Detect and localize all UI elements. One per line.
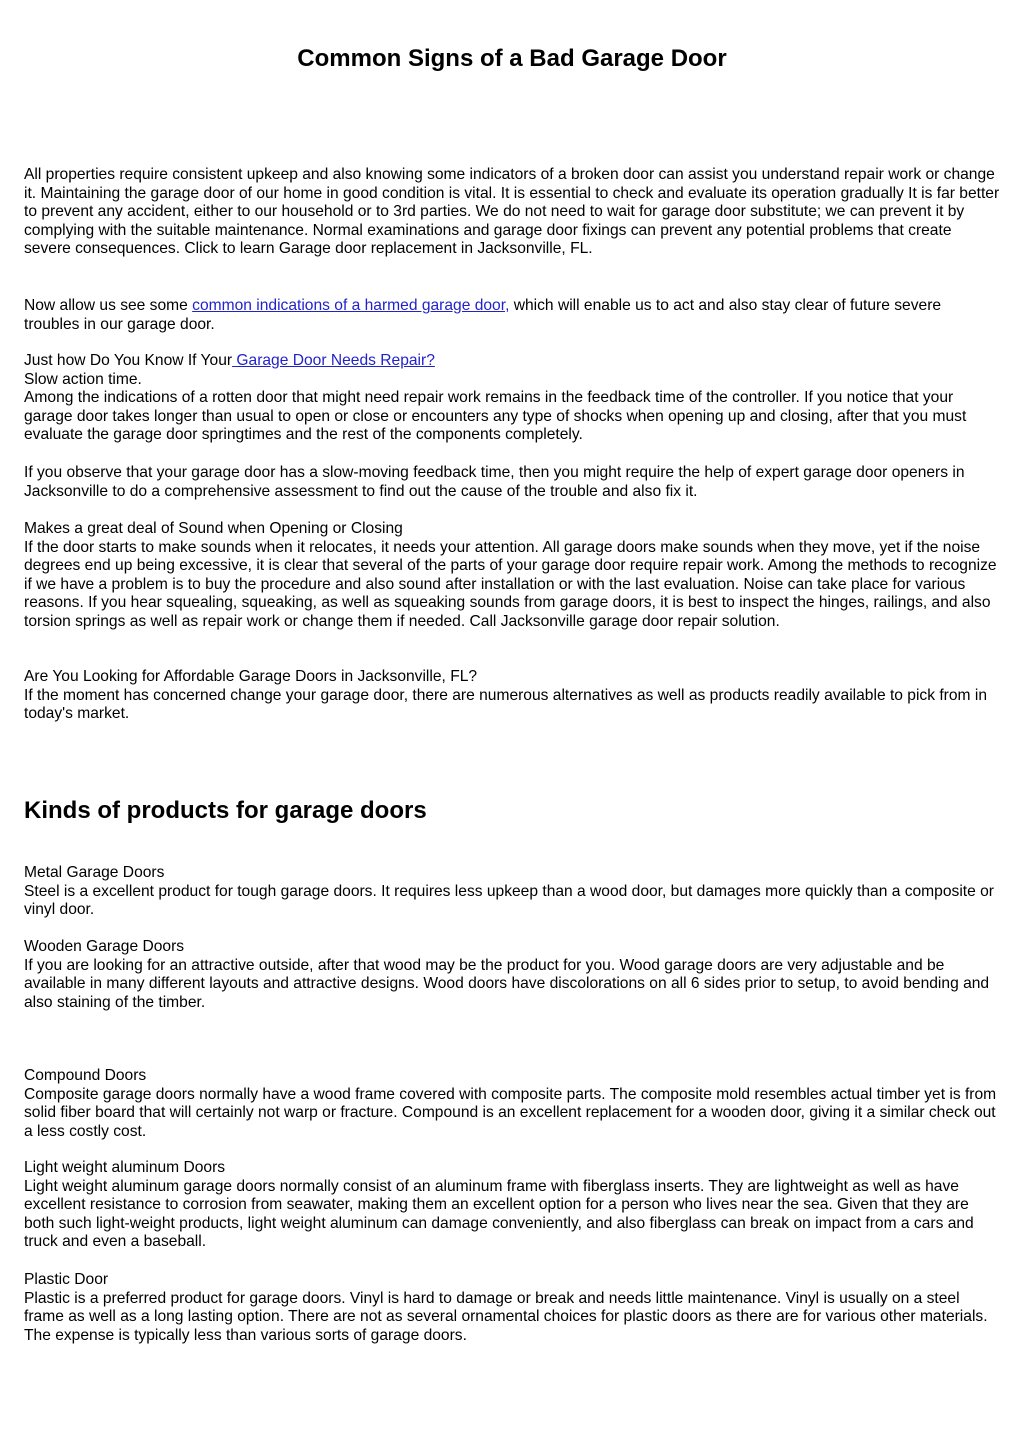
product-name: Light weight aluminum Doors bbox=[24, 1159, 226, 1176]
product-description: Plastic is a preferred product for garage doors. Vinyl is hard to damage or break and needs little maintenance. Vinyl is usually on a steel frame as well as a long lasting option. There are not as several ornamental choices for plastic doors as there are for various other materials. The expense is typically less than various sorts of garage doors. bbox=[24, 1289, 988, 1344]
page-title: Common Signs of a Bad Garage Door bbox=[297, 45, 727, 72]
garage-door-needs-repair-link[interactable]: Garage Door Needs Repair? bbox=[232, 352, 435, 369]
product-compound bbox=[24, 1067, 1000, 1141]
indications-paragraph bbox=[24, 297, 1000, 334]
sound-section bbox=[24, 520, 1000, 632]
common-indications-link[interactable]: common indications of a harmed garage door, bbox=[192, 297, 510, 314]
repair-body: Among the indications of a rotten door that might need repair work remains in the feedback time of the controller. If you notice that your garage door takes longer than usual to open or close or encounters any type of shocks when opening up and closing, after that you must evaluate the garage door springtimes and the rest of the components completely. bbox=[24, 389, 967, 444]
affordable-section bbox=[24, 668, 1000, 724]
indications-text bbox=[24, 297, 1000, 334]
product-description: Light weight aluminum garage doors normally consist of an aluminum frame with fiberglass inserts. They are lightweight as well as have excellent resistance to corrosion from seawater, making them an excellent option for a person who lives near the sea. Given that they are both such light-weight products, light weight aluminum can damage conveniently, and also fiberglass can break on impact from a cars and truck and even a baseball. bbox=[24, 1177, 974, 1251]
slow-response-paragraph bbox=[24, 464, 1000, 501]
sound-heading: Makes a great deal of Sound when Opening or Closing bbox=[24, 520, 403, 537]
affordable-body: If the moment has concerned change your garage door, there are numerous alternatives as well as products readily available to pick from in today's market. bbox=[24, 686, 988, 723]
indications-text-after: which will enable us to act and also stay clear of future severe troubles in our garage door. bbox=[24, 297, 942, 333]
slow-action-subheading: Slow action time. bbox=[24, 370, 142, 388]
products-heading: Kinds of products for garage doors bbox=[24, 797, 427, 824]
product-description: If you are looking for an attractive outside, after that wood may be the product for you. Wood garage doors are very adjustable and be available in many different layouts and attractive designs. Wood doors have discolorations on all 6 sides prior to setup, to avoid bending and also staining of the timber. bbox=[24, 956, 990, 1011]
repair-heading bbox=[24, 352, 1000, 371]
repair-section bbox=[24, 352, 1000, 445]
product-name: Metal Garage Doors bbox=[24, 864, 165, 881]
repair-heading-text: Just how Do You Know If Your bbox=[24, 352, 233, 369]
slow-response-text: If you observe that your garage door has a slow-moving feedback time, then you might require the help of expert garage door openers in Jacksonville to do a comprehensive assessment to find out the cause of the trouble and also fix it. bbox=[24, 464, 965, 500]
product-aluminum bbox=[24, 1159, 1000, 1252]
product-metal bbox=[24, 864, 1000, 920]
affordable-heading: Are You Looking for Affordable Garage Doors in Jacksonville, FL? bbox=[24, 668, 478, 685]
product-name: Wooden Garage Doors bbox=[24, 938, 185, 955]
product-name: Plastic Door bbox=[24, 1271, 109, 1288]
intro-text: All properties require consistent upkeep and also knowing some indicators of a broken door can assist you understand repair work or change it. Maintaining the garage door of our home in good condition is vital. It is essential to check and evaluate its operation gradually It is far better to prevent any accident, either to our household or to 3rd parties. We do not need to wait for garage door substitute; we can prevent it by complying with the suitable maintenance. Normal examinations and garage door fixings can prevent any potential problems that create severe consequences. Click to learn Garage door replacement in Jacksonville, FL. bbox=[24, 166, 1000, 258]
sound-body: If the door starts to make sounds when it relocates, it needs your attention. All garage doors make sounds when they move, yet if the noise degrees end up being excessive, it is clear that several of the parts of your garage door require repair work. Among the methods to recognize if we have a problem is to buy the procedure and also sound after installation or with the last evaluation. Noise can take place for various reasons. If you hear squealing, squeaking, as well as squeaking sounds from garage doors, it is best to inspect the hinges, railings, and also torsion springs as well as repair work or change them if needed. Call Jacksonville garage door repair solution. bbox=[24, 538, 997, 630]
intro-paragraph bbox=[24, 166, 1000, 259]
product-description: Steel is a excellent product for tough garage doors. It requires less upkeep than a wood door, but damages more quickly than a composite or vinyl door. bbox=[24, 882, 994, 919]
product-name: Compound Doors bbox=[24, 1067, 147, 1084]
product-wooden bbox=[24, 938, 1000, 1012]
product-plastic bbox=[24, 1271, 1000, 1345]
indications-text-before: Now allow us see some bbox=[24, 297, 193, 314]
product-description: Composite garage doors normally have a wood frame covered with composite parts. The composite mold resembles actual timber yet is from solid fiber board that will certainly not warp or fracture. Compound is an excellent replacement for a wooden door, giving it a similar check out a less costly cost. bbox=[24, 1085, 997, 1140]
